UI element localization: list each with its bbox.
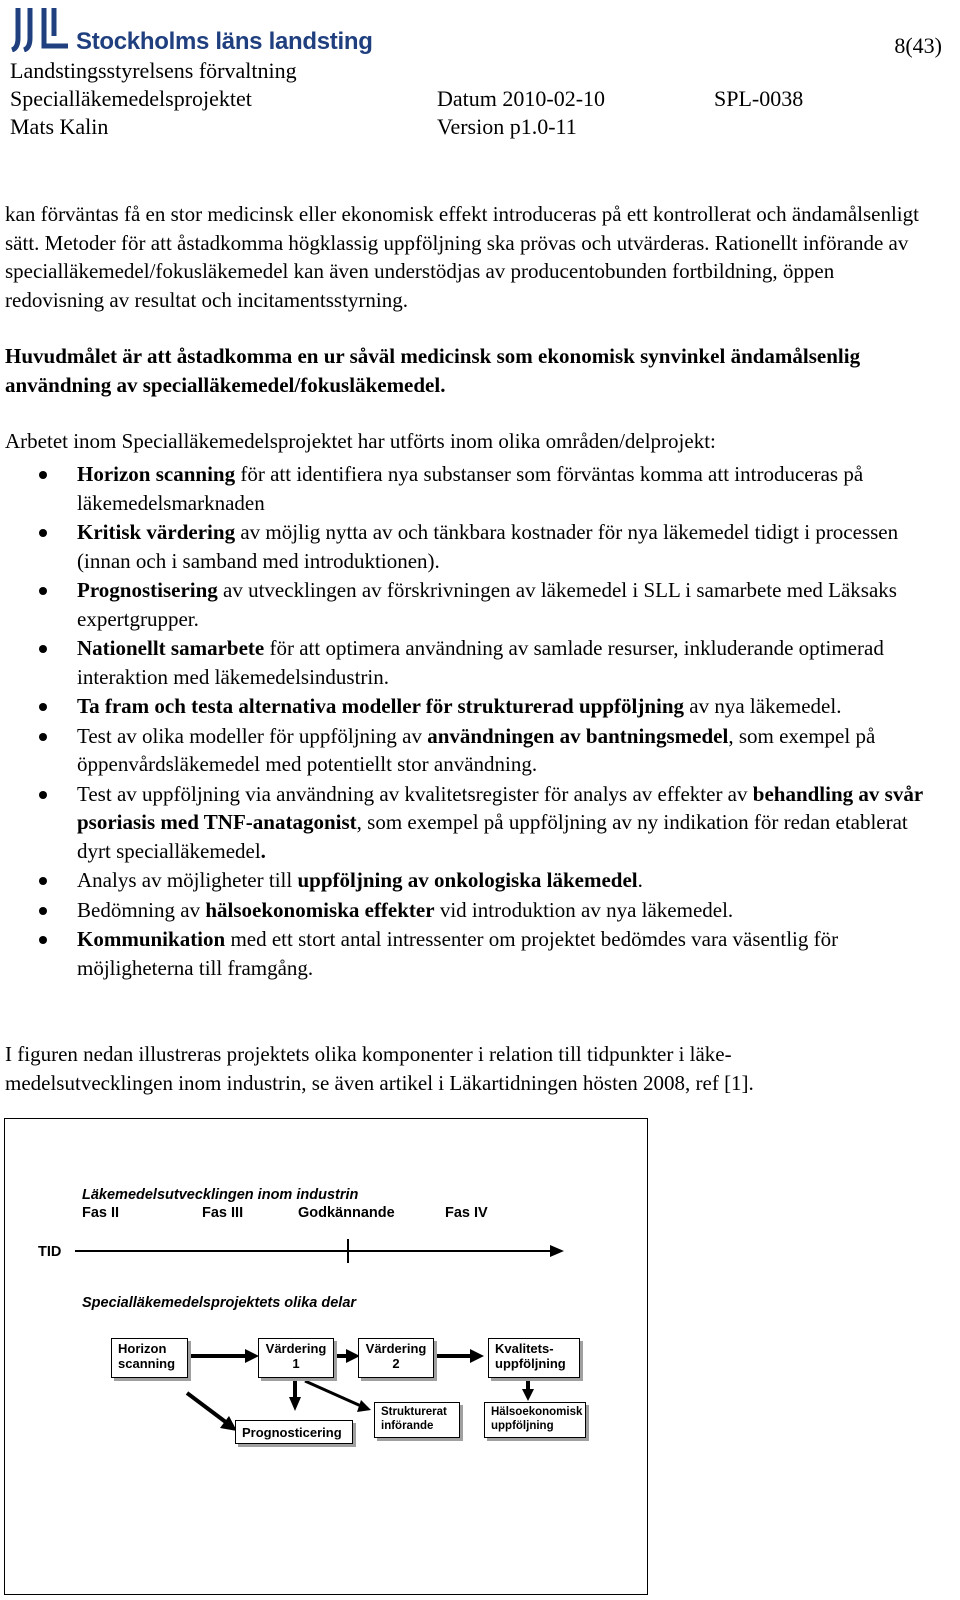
project-name: Specialläkemedelsprojektet — [10, 86, 252, 111]
author: Mats Kalin — [10, 114, 109, 139]
phase-2-label: Fas II — [82, 1205, 120, 1221]
vardering-2-box: Värdering 2 — [358, 1338, 434, 1378]
intro-paragraph: kan förväntas få en stor medicinsk eller ekonomisk effekt introduceras på ett kontrollerat och ändamålsenligt sätt. Metoder för att åstadkomma högklassig uppföljning ska prövas och utvärderas. Rationellt införande av specialläkemedel/fokusläkemedel kan även understödjas av producentobunden fortbildning, öppen redovisning av resultat och incitamentsstyrning. — [5, 202, 919, 312]
bullet-icon — [39, 645, 47, 653]
list-item: Test av uppföljning via användning av kvalitetsregister för analys av effekter av behandling av svår psoriasis med TNF-anatagonist, som exempel på uppföljning av ny indikation för redan etablerat dyrt specialläkemedel. — [5, 780, 935, 866]
bullet-icon — [39, 791, 47, 799]
list-item: Analys av möjligheter till uppföljning av onkologiska läkemedel. — [5, 866, 935, 895]
bullet-icon — [39, 907, 47, 915]
parts-title: Specialläkemedelsprojektets olika delar — [82, 1295, 357, 1311]
bullet-icon — [39, 936, 47, 944]
bullet-icon — [39, 587, 47, 595]
organization: Landstingsstyrelsens förvaltning — [10, 58, 297, 83]
horizon-scanning-box: Horizon scanning — [111, 1338, 188, 1378]
document-date: Datum 2010-02-10 — [437, 86, 606, 111]
document-id: SPL-0038 — [714, 86, 804, 111]
bullet-icon — [39, 703, 47, 711]
bullet-icon — [39, 877, 47, 885]
project-components-figure — [4, 1118, 648, 1595]
industry-title: Läkemedelsutvecklingen inom industrin — [82, 1187, 359, 1203]
sll-logo-icon — [10, 6, 70, 52]
list-item: Nationellt samarbete för att optimera användning av samlade resurser, inkluderande optimerad interaktion med läkemedelsindustrin. — [5, 634, 935, 691]
list-item: Ta fram och testa alternativa modeller för strukturerad uppföljning av nya läkemedel. — [5, 692, 935, 721]
bullet-icon — [39, 529, 47, 537]
list-item: Prognostisering av utvecklingen av förskrivningen av läkemedel i SLL i samarbete med Läksaks expertgrupper. — [5, 576, 935, 633]
figure-intro: I figuren nedan illustreras projektets olika komponenter i relation till tidpunkter i läke-medelsutvecklingen inom industrin, se även artikel i Läkartidningen hösten 2008, ref [1]. — [5, 1042, 754, 1095]
bullet-icon — [39, 471, 47, 479]
vardering-1-box: Värdering 1 — [258, 1338, 334, 1378]
list-item: Kommunikation med ett stort antal intressenter om projektet bedömdes vara väsentlig för möjligheterna till framgång. — [5, 925, 935, 982]
logo-text: Stockholms läns landsting — [76, 28, 373, 55]
version: Version p1.0-11 — [437, 114, 577, 139]
list-item: Horizon scanning för att identifiera nya substanser som förväntas komma att introduceras på läkemedelsmarknaden — [5, 460, 935, 517]
halsoekonomisk-uppfoljning-box: Hälsoekonomisk uppföljning — [484, 1402, 586, 1438]
list-item: Kritisk värdering av möjlig nytta av och tänkbara kostnader för nya läkemedel tidigt i processen (innan och i samband med introduktionen). — [5, 518, 935, 575]
list-intro: Arbetet inom Specialläkemedelsprojektet har utförts inom olika områden/delprojekt: — [5, 429, 716, 453]
list-item: Bedömning av hälsoekonomiska effekter vid introduktion av nya läkemedel. — [5, 896, 935, 925]
project-areas-list — [5, 460, 935, 983]
prognosticering-box: Prognosticering — [235, 1420, 353, 1444]
strukturerat-inforande-box: Strukturerat införande — [374, 1402, 460, 1438]
goal-paragraph: Huvudmålet är att åstadkomma en ur såväl medicinsk som ekonomisk synvinkel ändamålsenlig användning av specialläkemedel/fokusläkemedel. — [5, 344, 861, 397]
list-item: Test av olika modeller för uppföljning av användningen av bantningsmedel, som exempel på öppenvårdsläkemedel med potentiellt stor användning. — [5, 722, 935, 779]
phase-3-label: Fas III — [202, 1205, 244, 1221]
phase-4-label: Fas IV — [445, 1205, 488, 1221]
logo — [10, 6, 390, 56]
time-label: TID — [38, 1244, 62, 1260]
kvalitetsuppfoljning-box: Kvalitets- uppföljning — [488, 1338, 580, 1378]
bullet-icon — [39, 733, 47, 741]
approval-label: Godkännande — [298, 1205, 395, 1221]
page-number: 8(43) — [894, 33, 942, 58]
